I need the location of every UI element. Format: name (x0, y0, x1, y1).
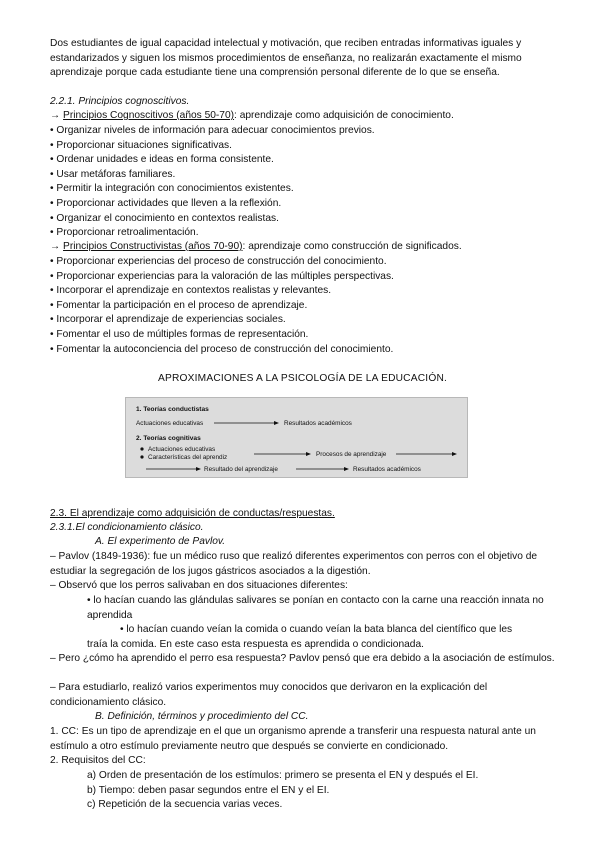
figure-label-learning-result: Resultado del aprendizaje (204, 466, 278, 473)
arrowhead-icon (344, 467, 349, 471)
constructivist-principles-list (50, 255, 555, 357)
arrowhead-icon (452, 452, 457, 456)
list-item: • Proporcionar experiencias del proceso de construcción del conocimiento. (50, 256, 387, 267)
list-item: • Proporcionar retroalimentación. (50, 227, 199, 239)
psychology-approaches-figure (125, 397, 468, 478)
list-item: • Proporcionar situaciones significativas. (50, 139, 232, 151)
section-heading-2-3: 2.3. El aprendizaje como adquisición de conductas/respuestas. (50, 508, 335, 519)
list-item: • Organizar niveles de información para adecuar conocimientos previos. (50, 125, 375, 136)
list-item: b) Tiempo: deben pasar segundos entre el EN y el EI. (87, 784, 330, 796)
cognitive-principles-heading (50, 109, 555, 124)
figure-label-academic-results-2: Resultados académicos (353, 466, 421, 473)
list-item: • Incorporar el aprendizaje en contextos realistas y relevantes. (50, 285, 332, 297)
figure-label-learning-processes: Procesos de aprendizaje (316, 451, 387, 458)
list-item: a) Orden de presentación de los estímulos: primero se presenta el EN y después el EI. (87, 770, 479, 781)
observation-paragraph: – Observó que los perros salivaban en dos situaciones diferentes: (50, 580, 348, 591)
list-item: • Fomentar la autoconciencia del proceso de construcción del conocimiento. (50, 343, 394, 355)
list-item: • Organizar el conocimiento en contextos realistas. (50, 212, 279, 224)
list-item: • Incorporar el aprendizaje de experiencias sociales. (50, 314, 286, 326)
list-item: • Ordenar unidades e ideas en forma consistente. (50, 154, 274, 166)
figure-heading-behaviorist: 1. Teorías conductistas (136, 406, 209, 413)
cc-requirements-list (87, 769, 555, 813)
cognitive-principles-description: : aprendizaje como adquisición de conocimiento. (234, 110, 454, 121)
arrowhead-icon (274, 421, 279, 425)
approximations-title: APROXIMACIONES A LA PSICOLOGÍA DE LA EDUCACIÓN. (157, 373, 448, 384)
figure-label-academic-results: Resultados académicos (284, 420, 352, 427)
arrow-icon: → (50, 110, 61, 121)
list-item: • Permitir la integración con conocimientos existentes. (50, 183, 294, 195)
observation-bullet-innate: • lo hacían cuando las glándulas salivares se ponían en contacto con la carne una reacción innata no aprendida (87, 595, 544, 621)
cognitive-principles-title: Principios Cognoscitivos (años 50-70) (63, 110, 235, 121)
list-item: • Proporcionar actividades que lleven a la reflexión. (50, 197, 282, 209)
figure-label-educational-actions-2: Actuaciones educativas (148, 446, 216, 453)
list-item: c) Repetición de la secuencia varias veces. (87, 799, 283, 811)
observation-bullet-learned-line1: • lo hacían cuando veían la comida o cuando veían la bata blanca del científico que les (120, 624, 513, 635)
cognitive-principles-list (50, 124, 555, 241)
figure-label-educational-actions: Actuaciones educativas (136, 420, 204, 427)
arrow-icon: → (50, 241, 61, 252)
bullet-icon (140, 447, 143, 450)
bullet-icon (140, 455, 143, 458)
observation-bullet-learned-line2: traía la comida. En este caso esta respuesta es aprendida o condicionada. (87, 639, 424, 650)
section-heading-2-2-1: 2.2.1. Principios cognoscitivos. (50, 96, 190, 107)
study-paragraph: – Para estudiarlo, realizó varios experimentos muy conocidos que derivaron en la explicación del condicionamiento clásico. (50, 682, 488, 708)
approaches-diagram (126, 398, 467, 477)
list-item: • Fomentar la participación en el proceso de aprendizaje. (50, 299, 308, 311)
section-heading-2-3-1: 2.3.1.El condicionamiento clásico. (50, 522, 204, 533)
list-item: • Proporcionar experiencias para la valoración de las múltiples perspectivas. (50, 270, 394, 282)
constructivist-principles-description: : aprendizaje como construcción de significados. (242, 241, 462, 252)
arrowhead-icon (196, 467, 201, 471)
arrowhead-icon (306, 452, 311, 456)
constructivist-principles-heading (50, 240, 555, 255)
cc-requirements-title: 2. Requisitos del CC: (50, 755, 146, 766)
pavlov-paragraph: – Pavlov (1849-1936): fue un médico ruso que realizó diferentes experimentos con perros con el objetivo de estudiar la segregación de los jugos gástricos asociados a la digestión. (50, 551, 538, 577)
figure-label-learner-characteristics: Características del aprendiz (148, 454, 228, 461)
subheading-cc-definition: B. Definición, términos y procedimiento del CC. (95, 711, 309, 722)
question-paragraph: – Pero ¿cómo ha aprendido el perro esa respuesta? Pavlov pensó que era debido a la asociación de estímulos. (50, 653, 555, 664)
intro-paragraph: Dos estudiantes de igual capacidad intelectual y motivación, que reciben entradas informativas iguales y estandarizados y siguen los mismos procedimientos de enseñanza, no realizarán exactamente el mismo aprendizaje porque cada estudiante tiene una comprensión personal diferente de lo que se enseña. (50, 38, 522, 79)
constructivist-principles-title: Principios Constructivistas (años 70-90) (63, 241, 243, 252)
figure-heading-cognitive: 2. Teorías cognitivas (136, 435, 201, 442)
list-item: • Fomentar el uso de múltiples formas de representación. (50, 328, 309, 340)
subheading-pavlov-experiment: A. El experimento de Pavlov. (95, 536, 226, 547)
list-item: • Usar metáforas familiares. (50, 168, 176, 180)
cc-definition-paragraph: 1. CC: Es un tipo de aprendizaje en el que un organismo aprende a transferir una respuesta natural ante un estímulo a otro estímulo previamente neutro que después se convierte en condicionado. (50, 726, 536, 752)
